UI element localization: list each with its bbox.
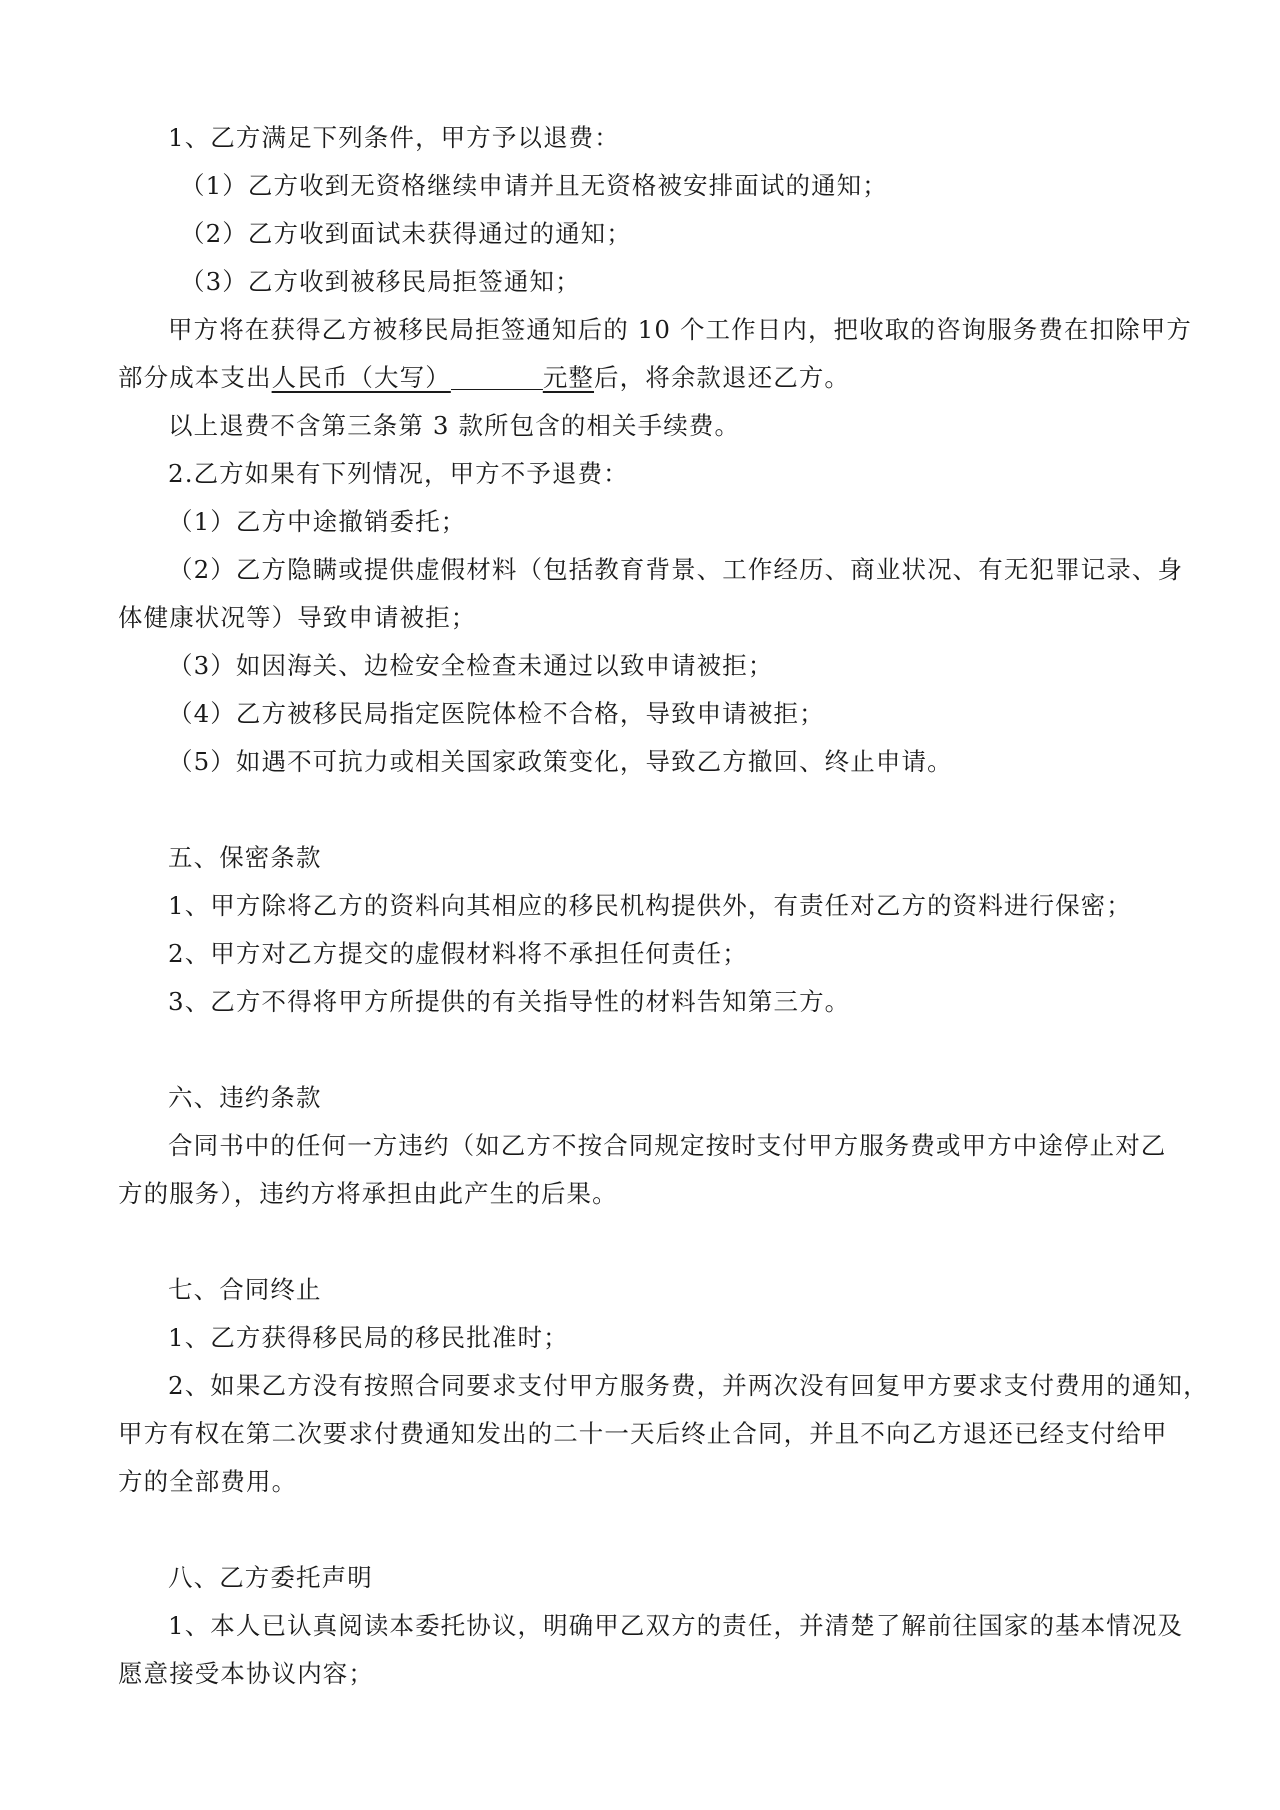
- breach-line-1: 合同书中的任何一方违约（如乙方不按合同规定按时支付甲方服务费或甲方中途停止对乙: [168, 1131, 1167, 1160]
- termination-line-2: 2、如果乙方没有按照合同要求支付甲方服务费，并两次没有回复甲方要求支付费用的通知，: [168, 1371, 1209, 1400]
- refund-paragraph-line-1: 甲方将在获得乙方被移民局拒签通知后的 10 个工作日内，把收取的咨询服务费在扣除甲方: [168, 315, 1192, 344]
- refund-paragraph-line-2: [118, 360, 1190, 396]
- termination-line-4: 方的全部费用。: [118, 1467, 298, 1496]
- section-8-heading: 八、乙方委托声明: [168, 1563, 373, 1592]
- section-5-heading: 五、保密条款: [168, 843, 322, 872]
- no-refund-item-1: （1）乙方中途撤销委托；: [168, 507, 467, 536]
- no-refund-item-4: （4）乙方被移民局指定医院体检不合格，导致申请被拒；: [168, 699, 825, 728]
- no-refund-item-3: （3）如因海关、边检安全检查未通过以致申请被拒；: [168, 651, 774, 680]
- termination-line-1: 1、乙方获得移民局的移民批准时；: [168, 1323, 569, 1352]
- amount-unit: 元整: [542, 363, 595, 392]
- refund-heading: 1、乙方满足下列条件，甲方予以退费：: [168, 123, 620, 152]
- refund-note: 以上退费不含第三条第 3 款所包含的相关手续费。: [168, 411, 741, 440]
- refund-paragraph-post: 后，将余款退还乙方。: [594, 363, 851, 392]
- confidentiality-item-2: 2、甲方对乙方提交的虚假材料将不承担任何责任；: [168, 939, 748, 968]
- no-refund-item-2: （2）乙方隐瞒或提供虚假材料（包括教育背景、工作经历、商业状况、有无犯罪记录、身: [168, 555, 1184, 584]
- refund-item-3: （3）乙方收到被移民局拒签通知；: [180, 267, 581, 296]
- amount-blank-field: [451, 363, 543, 390]
- section-6-heading: 六、违约条款: [168, 1083, 322, 1112]
- breach-line-2: 方的服务），违约方将承担由此产生的后果。: [118, 1179, 618, 1208]
- termination-line-3: 甲方有权在第二次要求付费通知发出的二十一天后终止合同，并且不向乙方退还已经支付给甲: [118, 1419, 1168, 1448]
- no-refund-item-5: （5）如遇不可抗力或相关国家政策变化，导致乙方撤回、终止申请。: [168, 747, 953, 776]
- declaration-line-1: 1、本人已认真阅读本委托协议，明确甲乙双方的责任，并清楚了解前往国家的基本情况及: [168, 1611, 1184, 1640]
- confidentiality-item-1: 1、甲方除将乙方的资料向其相应的移民机构提供外，有责任对乙方的资料进行保密；: [168, 891, 1132, 920]
- amount-in-words-label: 人民币（大写）: [271, 363, 451, 392]
- section-7-heading: 七、合同终止: [168, 1275, 322, 1304]
- no-refund-heading: 2.乙方如果有下列情况，甲方不予退费：: [168, 459, 629, 488]
- refund-paragraph-pre: 部分成本支出: [118, 363, 272, 392]
- declaration-line-2: 愿意接受本协议内容；: [118, 1659, 374, 1688]
- refund-item-1: （1）乙方收到无资格继续申请并且无资格被安排面试的通知；: [180, 171, 888, 200]
- no-refund-item-2-cont: 体健康状况等）导致申请被拒；: [118, 603, 477, 632]
- confidentiality-item-3: 3、乙方不得将甲方所提供的有关指导性的材料告知第三方。: [168, 987, 851, 1016]
- refund-item-2: （2）乙方收到面试未获得通过的通知；: [180, 219, 632, 248]
